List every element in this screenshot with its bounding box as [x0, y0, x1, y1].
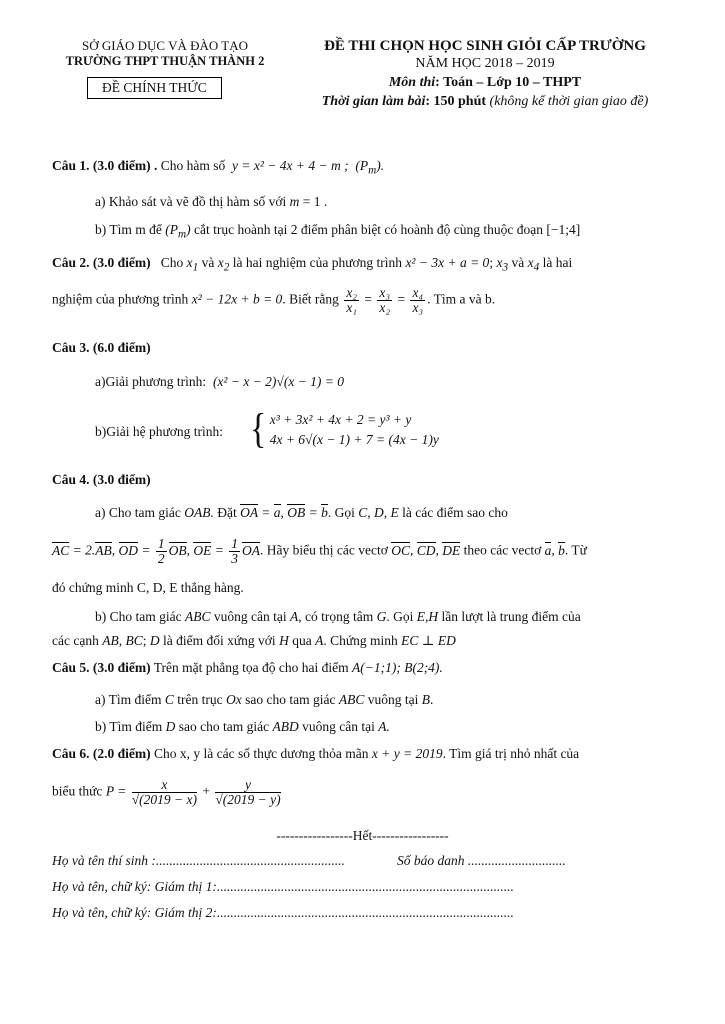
question-6: Câu 6. (2.0 điểm) Cho x, y là các số thực dương thỏa mãn x + y = 2019. Tìm giá trị nhỏ nhất của	[52, 746, 580, 761]
question-4b-cont: các cạnh AB, BC; D là điểm đối xứng với H qua A. Chứng minh EC ⊥ ED	[52, 633, 456, 648]
question-3b-system: { x³ + 3x² + 4x + 2 = y³ + y 4x + 6√(x − 1) + 7 = (4x − 1)y	[250, 406, 439, 453]
exam-title: ĐỀ THI CHỌN HỌC SINH GIỎI CẤP TRƯỜNG	[324, 38, 646, 54]
question-3a: a)Giải phương trình: (x² − x − 2)√(x − 1) = 0	[95, 374, 345, 389]
question-3-title: Câu 3. (6.0 điểm)	[52, 340, 151, 355]
question-2: Câu 2. (3.0 điểm) Cho $x_1$ và $x_2$ là hai nghiệm của phương trình x² − 3x + a = 0; $x_3$ và $x_4$ là hai	[52, 255, 573, 274]
question-1a: a) Khảo sát và vẽ đồ thị hàm số với m = 1 .	[95, 194, 328, 209]
candidate-name-line: Họ và tên thí sinh :........................................................	[52, 853, 345, 868]
proctor-2-line: Họ và tên, chữ ký: Giám thị 2:........................................................................................	[52, 905, 514, 920]
school-name: TRƯỜNG THPT THUẬN THÀNH 2	[65, 54, 265, 68]
question-1b: b) Tìm m để $(P_m)$ cắt trục hoành tại 2 điểm phân biệt có hoành độ cùng thuộc đoạn [−1;4]	[95, 222, 581, 241]
question-1: Câu 1. (3.0 điểm) . Cho hàm số y = x² − 4x + 4 − m ; $(P_m)$.	[52, 158, 385, 177]
question-4a: a) Cho tam giác OAB. Đặt OA = a, OB = b. Gọi C, D, E là các điểm sao cho	[95, 505, 508, 520]
question-2-cont: nghiệm của phương trình x² − 12x + b = 0. Biết rằng $\frac{\text{x₂}}{\text{x₁}}$ = $\frac{\text{x₃}}{\text{x₂}}$ = $\frac{\text{x₄}}{\text{x₃}}$ . Tìm a và b.	[52, 285, 496, 315]
question-4b: b) Cho tam giác ABC vuông cân tại A, có trọng tâm G. Gọi E,H lần lượt là trung điểm của	[95, 609, 581, 624]
department-name: SỞ GIÁO DỤC VÀ ĐÀO TẠO	[82, 38, 248, 53]
subject-line: Môn thi: Toán – Lớp 10 – THPT	[388, 75, 582, 90]
question-6-cont: biểu thức P = $\frac{x}{√(2019 - x)}$ + $\frac{y}{√(2019 - y)}$	[52, 777, 281, 807]
time-line: Thời gian làm bài: 150 phút (không kể thời gian giao đề)	[321, 94, 649, 109]
question-5a: a) Tìm điểm C trên trục Ox sao cho tam giác ABC vuông tại B.	[95, 692, 434, 707]
question-4a-cont: AC = 2.AB, OD = $\frac{1}{2}$ OB, OE = $\frac{1}{3}$ OA. Hãy biểu thị các vectơ OC, CD, DE theo các vectơ a, b. Từ	[52, 536, 587, 566]
school-year: NĂM HỌC 2018 – 2019	[415, 56, 555, 71]
question-5b: b) Tìm điểm D sao cho tam giác ABD vuông cân tại A.	[95, 719, 390, 734]
candidate-number-line: Số báo danh .............................	[397, 853, 566, 868]
question-4a-conclusion: đó chứng minh C, D, E thẳng hàng.	[52, 580, 244, 595]
question-4-title: Câu 4. (3.0 điểm)	[52, 472, 151, 487]
end-marker: -----------------Hết-----------------	[276, 828, 449, 843]
proctor-1-line: Họ và tên, chữ ký: Giám thị 1:........................................................................................	[52, 879, 514, 894]
official-badge: ĐỀ CHÍNH THỨC	[87, 77, 222, 99]
question-5: Câu 5. (3.0 điểm) Trên mặt phẳng tọa độ cho hai điểm A(−1;1); B(2;4).	[52, 660, 443, 675]
question-3b-label: b)Giải hệ phương trình:	[95, 424, 224, 439]
